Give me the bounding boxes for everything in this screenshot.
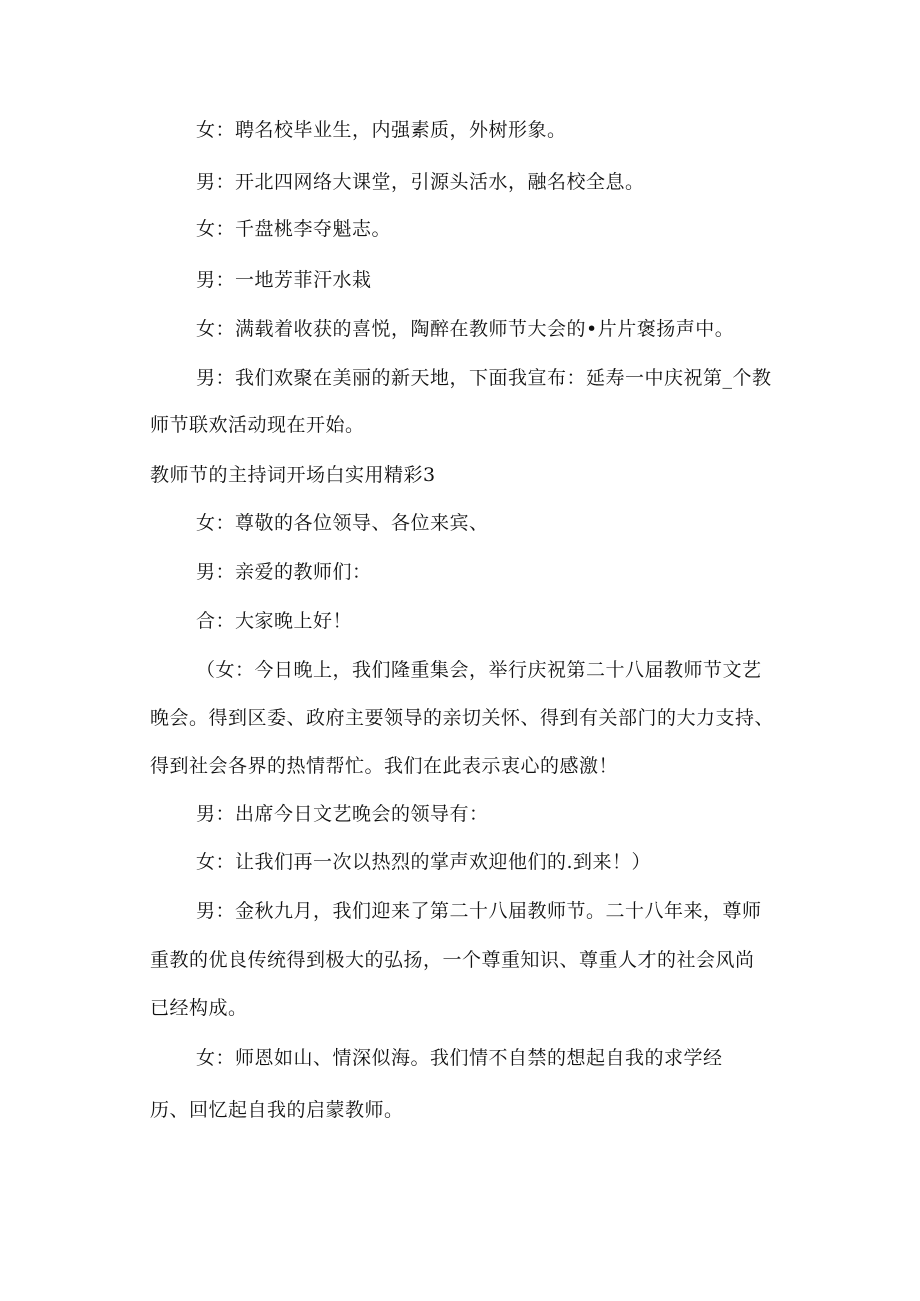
dialogue-line: 晚会。得到区委、政府主要领导的亲切关怀、得到有关部门的大力支持、 <box>150 707 775 729</box>
dialogue-line: 女：千盘桃李夺魁志。 <box>196 218 392 240</box>
dialogue-line: 合：大家晚上好！ <box>196 610 353 632</box>
dialogue-line: 男：出席今日文艺晚会的领导有： <box>196 803 489 825</box>
dialogue-line: 男：亲爱的教师们： <box>196 561 372 583</box>
dialogue-line: 已经构成。 <box>150 997 248 1019</box>
dialogue-line: 男：我们欢聚在美丽的新天地，下面我宣布：延寿一中庆祝第_个教 <box>196 367 772 389</box>
dialogue-line: 历、回忆起自我的启蒙教师。 <box>150 1099 404 1121</box>
dialogue-line: 女：满载着收获的喜悦，陶醉在教师节大会的•片片褒扬声中。 <box>196 318 735 340</box>
dialogue-line: 男：金秋九月，我们迎来了第二十八届教师节。二十八年来，尊师 <box>196 900 762 922</box>
dialogue-line: 女：让我们再一次以热烈的掌声欢迎他们的.到来！） <box>196 851 652 873</box>
dialogue-line: 女：尊敬的各位领导、各位来宾、 <box>196 512 489 534</box>
section-heading: 教师节的主持词开场白实用精彩3 <box>150 464 436 486</box>
dialogue-line: 男：开北四网络大课堂，引源头活水，融名校全息。 <box>196 171 645 193</box>
dialogue-line: 女：聘名校毕业生，内强素质，外树形象。 <box>196 119 567 141</box>
dialogue-line: 男：一地芳菲汗水栽 <box>196 269 372 291</box>
dialogue-line: 得到社会各界的热情帮忙。我们在此表示衷心的感激！ <box>150 755 619 777</box>
dialogue-line: （女：今日晚上，我们隆重集会，举行庆祝第二十八届教师节文艺 <box>196 659 762 681</box>
dialogue-line: 重教的优良传统得到极大的弘扬，一个尊重知识、尊重人才的社会风尚 <box>150 949 755 971</box>
dialogue-line: 师节联欢活动现在开始。 <box>150 414 365 436</box>
dialogue-line: 女：师恩如山、情深似海。我们情不自禁的想起自我的求学经 <box>196 1047 723 1069</box>
